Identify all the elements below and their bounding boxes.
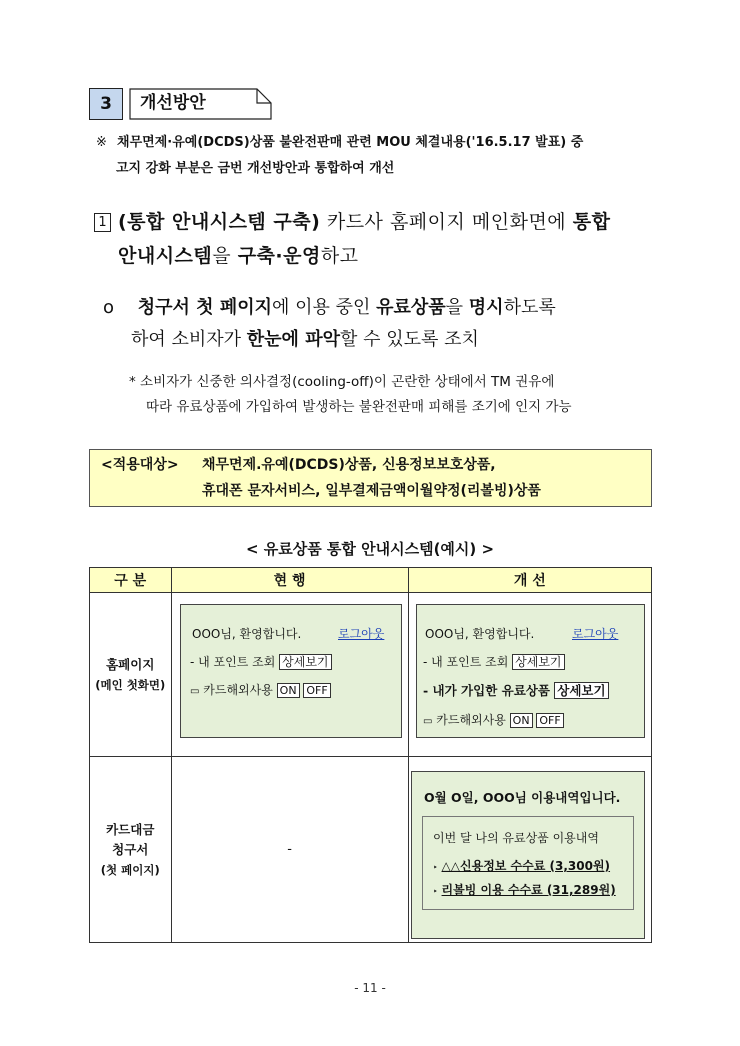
bullet-mark: o [103,297,115,318]
item1-text-2: 을 [212,245,238,267]
card-icon: ▭ [423,716,433,727]
row-label-bill-1: 카드대금 [106,821,155,837]
improved-logout-link[interactable]: 로그아웃 [572,627,619,641]
current-points-row [190,653,332,670]
improved-detail-button[interactable]: 상세보기 [512,654,564,670]
section-title: 개선방안 [140,93,206,113]
current-on-toggle[interactable]: ON [277,683,300,698]
item1-line-1 [118,209,610,235]
bullet-line-2 [131,327,479,353]
arrow-icon: ‣ [433,863,438,872]
bill-item-2 [433,881,616,898]
page-number: - 11 - [354,981,386,995]
item1-heading: (통합 안내시스템 구축) [118,211,321,233]
bullet-text-4: 하여 소비자가 [131,329,247,350]
target-line-1: 채무면제.유예(DCDS)상품, 신용정보보호상품, [202,457,496,473]
current-points-label: - 내 포인트 조회 [190,655,276,669]
current-logout-link[interactable]: 로그아웃 [338,627,385,641]
improved-overseas-label: 카드해외사용 [436,713,506,727]
item-number-box: 1 [94,213,111,232]
bullet-bold-1: 청구서 첫 페이지 [137,297,272,318]
current-detail-button[interactable]: 상세보기 [279,654,331,670]
row-label-homepage-1: 홈페이지 [106,656,155,672]
cell-current-bill: - [171,757,408,943]
header-improved: 개 선 [408,568,651,593]
improved-subscribed-row [423,681,609,699]
improved-points-label: - 내 포인트 조회 [423,655,509,669]
bullet-text-5: 할 수 있도록 조치 [340,329,479,350]
header-category: 구 분 [90,568,172,593]
target-box [89,449,652,507]
item1-line-2 [118,243,359,269]
improved-subscribed-label: - 내가 가입한 유료상품 [423,683,550,698]
improved-homepage-screen [416,604,645,738]
item1-text-1: 카드사 홈페이지 메인화면에 [320,211,573,233]
current-off-toggle[interactable]: OFF [303,683,330,698]
bullet-bold-3: 명시 [468,297,504,318]
bill-item-1-text[interactable]: △△신용정보 수수료 (3,300원) [441,859,611,873]
improved-bill-screen [411,771,645,939]
improved-points-row [423,653,565,670]
header-current: 현 행 [171,568,408,593]
improved-detail2-button[interactable]: 상세보기 [554,682,608,699]
bullet-text-1: 에 이용 중인 [272,297,377,318]
current-homepage-screen [180,604,402,738]
improved-on-toggle[interactable]: ON [510,713,533,728]
row-label-homepage [90,593,172,757]
note-line-1 [96,134,583,152]
improved-bill-inner [422,816,634,910]
current-overseas-label: 카드해외사용 [203,683,273,697]
item1-text-3: 하고 [320,245,359,267]
improved-bill-subtitle: 이번 달 나의 유료상품 이용내역 [433,831,599,845]
improved-bill-title: O월 O일, OOO님 이용내역입니다. [424,790,621,805]
current-welcome: OOO님, 환영합니다. [192,627,302,641]
current-overseas-row [190,681,331,698]
row-label-bill-2: 청구서 [112,841,149,857]
note-text-2: 고지 강화 부분은 금번 개선방안과 통합하여 개선 [116,161,395,176]
bullet-line-1 [103,295,556,321]
note-text-1: 채무면제·유예(DCDS)상품 불완전판매 관련 MOU 체결내용('16.5.17 발표) 중 [117,135,584,150]
target-label: <적용대상> [101,457,179,473]
row-label-bill-3: (첫 페이지) [100,862,160,877]
bill-item-2-text[interactable]: 리볼빙 이용 수수료 (31,289원) [441,883,616,897]
improved-off-toggle[interactable]: OFF [536,713,563,728]
bullet-bold-4: 한눈에 파악 [246,329,340,350]
improved-welcome: OOO님, 환영합니다. [425,627,535,641]
row-label-bill [90,757,172,943]
bullet-bold-2: 유료상품 [376,297,446,318]
footnote-line-2: 따라 유료상품에 가입하여 발생하는 불완전판매 피해를 조기에 인지 가능 [146,399,572,415]
improved-overseas-row [423,711,564,728]
arrow-icon: ‣ [433,887,438,896]
card-icon: ▭ [190,686,200,697]
note-mark: ※ [96,135,107,150]
item1-bold-1: 통합 [572,211,611,233]
footnote-line-1: * 소비자가 신중한 의사결정(cooling-off)이 곤란한 상태에서 TM 권유에 [129,374,555,390]
row-label-homepage-2: (메인 첫화면) [95,677,166,692]
section-number: 3 [89,88,123,120]
item1-bold-2: 안내시스템 [118,245,213,267]
table-title: < 유료상품 통합 안내시스템(예시) > [245,540,495,558]
target-line-2: 휴대폰 문자서비스, 일부결제금액이월약정(리볼빙)상품 [202,483,541,499]
bill-item-1 [433,857,610,874]
item1-bold-3: 구축·운영 [237,245,321,267]
bullet-text-2: 을 [445,297,469,318]
table-header-row [90,568,652,593]
bullet-text-3: 하도록 [503,297,556,318]
